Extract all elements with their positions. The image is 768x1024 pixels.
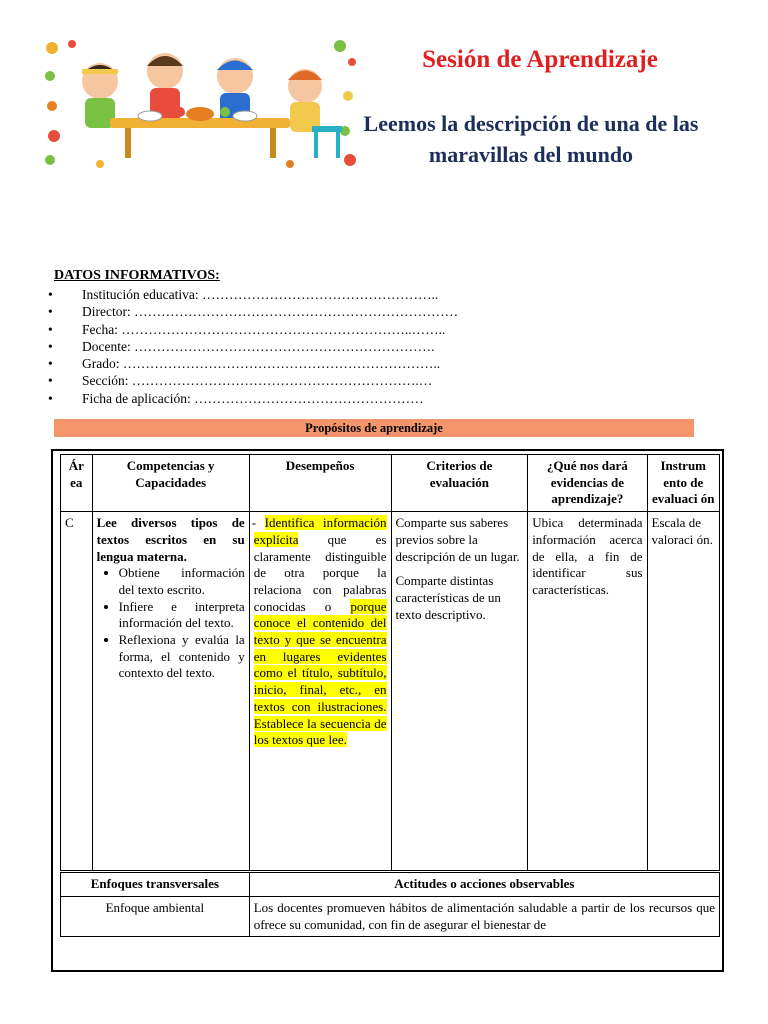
session-subtitle: Leemos la descripción de una de las maravillas del mundo	[363, 111, 699, 167]
capacidad-item: • Obtiene información del texto escrito.	[119, 565, 245, 598]
criterio-item: Comparte distintas características de un texto descriptivo.	[395, 573, 501, 622]
enfoque-cell: Enfoque ambiental	[61, 896, 250, 936]
actitud-cell: Los docentes promueven hábitos de alimentación saludable a partir de los recursos que ofrece su comunidad, con fin de asegurar el bienestar de	[249, 896, 719, 936]
header-instrumento: Instrum ento de evaluaci ón	[647, 455, 719, 512]
datos-item: • Sección: ……………………………………………………….…	[48, 373, 433, 389]
table-header-row	[61, 455, 720, 512]
header-competencias: Competencias y Capacidades	[92, 455, 249, 512]
desempeno-highlight-1: Identifica información explícita	[253, 515, 387, 547]
capacidad-item: • Infiere e interpreta información del texto.	[119, 599, 245, 632]
datos-item: • Ficha de aplicación: ……………………………………………	[48, 390, 424, 406]
purpose-table	[60, 454, 720, 937]
capacidad-item: • Reflexiona y evalúa la forma, el contenido y contexto del texto.	[119, 632, 245, 682]
area-cell: C	[61, 512, 93, 872]
criterios-cell	[391, 512, 528, 872]
capacidades-list	[97, 565, 245, 682]
competencia-cell	[92, 512, 249, 872]
purpose-banner: Propósitos de aprendizaje	[54, 419, 694, 437]
desempeno-text: que es claramente distinguible de otra porque la relaciona con palabras conocidas o	[253, 531, 387, 614]
instrumento-cell: Escala de valoraci ón.	[647, 512, 719, 872]
desempeno-highlight-2: porque conoce el contenido del texto y que se encuentra en lugares evidentes como el título, subtítulo, inicio, final, etc., en textos con ilustraciones. Establece la secuencia de los textos que lee.	[253, 598, 387, 748]
session-title: Sesión de Aprendizaje	[422, 46, 658, 73]
competencia-text: Lee diversos tipos de textos escritos en su lengua materna.	[96, 515, 245, 564]
desempeno-cell	[249, 512, 391, 872]
header-criterios: Criterios de evaluación	[391, 455, 528, 512]
header-evidencias: ¿Qué nos dará evidencias de aprendizaje?	[528, 455, 647, 512]
datos-item: • Docente: ………………………………………………………….	[48, 338, 435, 354]
enfoques-header: Enfoques transversales	[61, 872, 250, 897]
children-eating-illustration	[40, 36, 360, 171]
evidencia-cell: Ubica determinada información acerca de ella, a fin de identificar sus características.	[528, 512, 647, 872]
actitudes-header: Actitudes o acciones observables	[249, 872, 719, 897]
header-area: Ár ea	[61, 455, 93, 512]
header-desempenos: Desempeños	[249, 455, 391, 512]
datos-item: • Institución educativa: ……………………………………………..	[48, 287, 439, 302]
datos-list	[44, 286, 458, 407]
purpose-table-frame	[51, 449, 724, 972]
datos-heading: DATOS INFORMATIVOS:	[54, 268, 220, 283]
datos-item: • Grado: ……………………………………………………………..	[48, 356, 441, 372]
table-row	[61, 512, 720, 872]
table-row	[61, 896, 720, 936]
enfoques-header-row	[61, 872, 720, 897]
criterio-item: Comparte sus saberes previos sobre la descripción de un lugar.	[395, 515, 520, 564]
datos-item: • Fecha: ………………………………………………………..……..	[48, 321, 446, 337]
desempeno-dash: -	[251, 515, 257, 531]
datos-item: • Director: ………………………………………………………………	[48, 304, 459, 320]
